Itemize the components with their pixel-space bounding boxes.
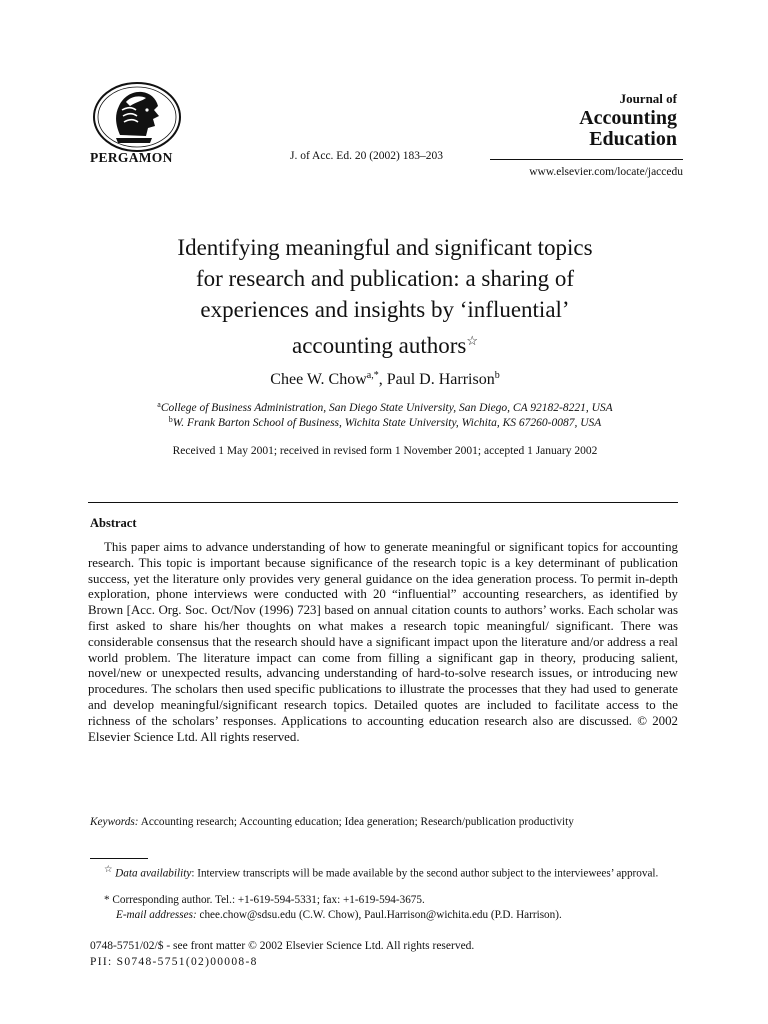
title-line: experiences and insights by ‘influential’ xyxy=(200,297,570,322)
article-title xyxy=(80,232,690,361)
abstract-heading: Abstract xyxy=(90,516,137,530)
issn-line: 0748-5751/02/$ - see front matter © 2002 Elsevier Science Ltd. All rights reserved. xyxy=(90,940,475,952)
journal-url[interactable]: www.elsevier.com/locate/jaccedu xyxy=(529,166,683,178)
footnote-divider xyxy=(90,858,148,859)
author-list: Chee W. Chow$^{a,*}$, Paul D. Harrison$^b$ xyxy=(270,370,500,388)
title-line: Identifying meaningful and significant topics xyxy=(177,235,593,260)
abstract-body: This paper aims to advance understanding of how to generate meaningful or significant topics for accounting research. This topic is important because significance of the research topic is a key determinant of publication success, yet the literature only provides very general guidance on the idea generation process. To permit in-depth exploration, phone interviews were conducted with 20 “influential” accounting researchers, as identified by Brown [Acc. Org. Soc. Oct/Nov (1996) 723] based on annual citation counts to authors’ works. Each scholar was first asked to share his/her thoughts on what makes a research topic meaningful/ significant. There was considerable consensus that the research should have a significant impact upon the literature and/or address a real world problem. The literature impact can come from filling a significant gap in theory, producing salient, novel/new or unexpected results, advancing understanding of hard-to-solve research issues, or introducing new procedures. The scholars then used specific publications to illustrate the processes that they had used to generate and develop meaningful/significant research topics. Detailed quotes are included to facilitate access to the richness of the scholars’ responses. Applications to accounting education research also are discussed. © 2002 Elsevier Science Ltd. All rights reserved. xyxy=(88,540,678,744)
journal-name xyxy=(490,92,677,150)
affiliation: $^b$W. Frank Barton School of Business, Wichita State University, Wichita, KS 67260-0087, USA xyxy=(168,415,602,429)
author-name: Paul D. Harrison xyxy=(386,371,495,388)
title-line: accounting authors☆ xyxy=(291,333,479,358)
journal-name-line3: Education xyxy=(589,128,677,150)
footnote-corresponding: * Corresponding author. Tel.: +1-619-594-5331; fax: +1-619-594-3675. xyxy=(104,894,425,906)
pii-line: PII: S0748-5751(02)00008-8 xyxy=(90,956,258,968)
footnote-emails: E-mail addresses: chee.chow@sdsu.edu (C.W. Chow), Paul.Harrison@wichita.edu (P.D. Harrison). xyxy=(116,909,562,921)
received-dates: Received 1 May 2001; received in revised form 1 November 2001; accepted 1 January 2002 xyxy=(172,445,598,457)
star-mark-icon: ☆ xyxy=(104,865,113,875)
author-name: Chee W. Chow xyxy=(270,371,367,388)
star-mark-icon: ☆ xyxy=(466,333,479,348)
journal-citation: J. of Acc. Ed. 20 (2002) 183–203 xyxy=(290,150,443,162)
section-divider xyxy=(88,502,678,503)
journal-name-line1: Journal of xyxy=(619,91,677,106)
publisher-name: PERGAMON xyxy=(90,150,173,165)
email-addresses[interactable]: chee.chow@sdsu.edu (C.W. Chow), Paul.Harrison@wichita.edu (P.D. Harrison). xyxy=(199,909,562,921)
keywords: Keywords: Accounting research; Accounting education; Idea generation; Research/publication productivity xyxy=(90,816,574,828)
pergamon-logo xyxy=(92,80,184,154)
author-affiliation-marks: a,* xyxy=(366,370,379,381)
footnote-data-availability: ☆ Data availability: Interview transcripts will be made available by the second author subject to the interviewees’ approval. xyxy=(104,865,659,880)
header-divider xyxy=(490,159,683,160)
author-affiliation-marks: b xyxy=(494,370,500,381)
journal-name-line2: Accounting xyxy=(579,107,677,129)
title-line: for research and publication: a sharing of xyxy=(195,266,575,291)
affiliation: $^a$College of Business Administration, San Diego State University, San Diego, CA 92182-8221, USA xyxy=(157,400,613,414)
